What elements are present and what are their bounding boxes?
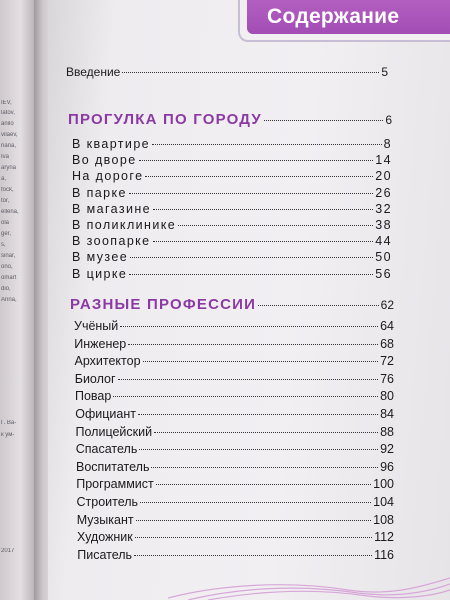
section-heading-page-number: 62 (380, 298, 394, 312)
toc-entry (77, 548, 394, 562)
dot-leader (178, 225, 373, 226)
adjacent-page-text: Г. Ва- (1, 420, 17, 426)
adjacent-page-text: a, (1, 176, 7, 182)
toc-entry-label: На дороге (72, 169, 144, 184)
adjacent-page-text: 2017 (1, 548, 15, 554)
adjacent-page-text: Anna, (1, 297, 17, 303)
toc-entry (72, 137, 392, 151)
toc-intro-label: Введение (66, 65, 121, 79)
toc-entry-page-number: 108 (373, 512, 394, 527)
toc-entry-page-number: 56 (375, 266, 392, 281)
adjacent-page-text: Iva (1, 154, 10, 160)
toc-entry-page-number: 116 (374, 547, 394, 562)
toc-entry (76, 442, 394, 456)
toc-entry-label: Спасатель (75, 442, 138, 457)
toc-entry-label: Во дворе (72, 153, 137, 168)
toc-entry (76, 460, 394, 474)
adjacent-page-text: ger, (1, 231, 12, 237)
dot-leader (140, 502, 371, 503)
toc-entry-page-number: 50 (375, 250, 392, 265)
dot-leader (113, 396, 378, 397)
toc-entry-label: Писатель (77, 547, 133, 562)
dot-leader (153, 241, 374, 242)
dot-leader (264, 120, 383, 121)
toc-intro-page-number: 5 (381, 65, 388, 79)
toc-entry-label: Музыкант (76, 512, 134, 527)
toc-entry-label: Биолог (74, 371, 116, 386)
toc-entry (72, 218, 392, 232)
dot-leader (128, 344, 378, 345)
dot-leader (118, 379, 379, 380)
toc-entry (72, 250, 392, 264)
toc-entry-label: Художник (77, 530, 133, 545)
adjacent-page-text: ola (1, 220, 10, 226)
dot-leader (143, 361, 379, 362)
adjacent-page-text: aryna (1, 165, 17, 171)
toc-entry (77, 513, 394, 527)
adjacent-page-text: fock, (1, 187, 14, 193)
toc-entry-label: В магазине (72, 201, 152, 216)
page-title: Содержание (267, 5, 400, 28)
dot-leader (136, 520, 372, 521)
toc-entry (75, 354, 395, 368)
adjacent-page-text: s, (1, 242, 6, 248)
adjacent-page-text: latov, (1, 110, 15, 116)
toc-entry-page-number: 32 (375, 201, 392, 216)
toc-entry-page-number: 92 (380, 442, 394, 457)
toc-entry-page-number: 20 (375, 169, 392, 184)
toc-entry-label: Воспитатель (76, 459, 150, 474)
toc-entry (74, 319, 394, 333)
toc-entry (72, 234, 392, 248)
section-heading (70, 296, 394, 313)
toc-entry-page-number: 14 (375, 153, 392, 168)
toc-entry (72, 169, 392, 183)
toc-entry-label: В музее (72, 250, 129, 265)
toc-entry (75, 372, 394, 386)
adjacent-page-text: anilo (1, 121, 14, 127)
toc-entry-page-number: 104 (373, 495, 394, 509)
toc-entry-page-number: 96 (380, 459, 394, 474)
toc-entry-label: В цирке (72, 266, 128, 281)
toc-entry-page-number: 100 (373, 477, 394, 492)
toc-entry-label: Архитектор (74, 354, 141, 369)
toc-entry-page-number: 88 (380, 424, 394, 439)
dot-leader (156, 484, 371, 485)
toc-entry-label: Учёный (74, 319, 119, 333)
toc-entry-page-number: 76 (380, 371, 394, 386)
toc-entry-page-number: 72 (380, 354, 394, 369)
toc-entry-page-number: 26 (375, 185, 392, 200)
toc-entry-label: Официант (75, 407, 136, 421)
dot-leader (129, 193, 373, 194)
toc-entry-page-number: 112 (374, 530, 394, 545)
dot-leader (134, 555, 372, 556)
dot-leader (120, 326, 378, 327)
adjacent-page-text: dio, (1, 286, 11, 292)
adjacent-page-text: ellena, (1, 209, 19, 215)
toc-entry-label: Повар (75, 389, 112, 404)
toc-entry (72, 186, 392, 200)
adjacent-page-text: vilaev, (1, 132, 18, 138)
toc-entry-label: В квартире (72, 137, 151, 151)
adjacent-page-text: sinar, (1, 253, 16, 259)
dot-leader (258, 305, 379, 306)
toc-entry-label: Строитель (76, 495, 139, 509)
dot-leader (138, 414, 378, 415)
toc-entry-label: Программист (76, 477, 154, 492)
dot-leader (129, 274, 373, 275)
dot-leader (122, 72, 379, 73)
section-heading-page-number: 6 (385, 113, 392, 127)
adjacent-page-text: tor, (1, 198, 10, 204)
toc-entry-page-number: 64 (380, 319, 394, 333)
dot-leader (152, 144, 382, 145)
toc-entry (76, 425, 395, 439)
toc-entry-page-number: 8 (383, 137, 392, 151)
section-heading (68, 111, 392, 128)
toc-entry (72, 202, 392, 216)
toc-entry (77, 495, 395, 509)
toc-entry-page-number: 44 (375, 234, 392, 249)
section-heading-label: ПРОГУЛКА ПО ГОРОДУ (68, 111, 262, 128)
adjacent-page-text: IEV, (1, 100, 12, 106)
toc-intro (66, 65, 388, 79)
toc-entry-label: Полицейский (75, 424, 153, 439)
toc-entry (74, 337, 394, 351)
adjacent-page-text: nana, (1, 143, 17, 149)
dot-leader (139, 160, 374, 161)
toc-entry-label: В парке (72, 185, 127, 200)
toc-entry (75, 407, 394, 421)
adjacent-page-text: ono, (1, 264, 13, 270)
toc-entry-label: Инженер (74, 336, 127, 351)
adjacent-page-text: к ум- (1, 432, 15, 438)
toc-entry-page-number: 80 (380, 389, 394, 404)
dot-leader (135, 537, 372, 538)
dot-leader (151, 467, 378, 468)
toc-entry-label: В зоопарке (72, 234, 151, 249)
toc-entry-label: В поликлинике (72, 218, 177, 232)
section-heading-label: РАЗНЫЕ ПРОФЕССИИ (70, 296, 257, 313)
adjacent-page-text: omart (1, 275, 17, 281)
toc-entry-page-number: 84 (380, 407, 394, 421)
toc-entry (72, 153, 392, 167)
dot-leader (130, 257, 373, 258)
dot-leader (139, 449, 378, 450)
toc-entry-page-number: 38 (375, 218, 392, 232)
dot-leader (154, 432, 378, 433)
toc-entry (77, 530, 394, 544)
toc-entry (75, 389, 394, 403)
toc-entry (76, 477, 394, 491)
toc-entry (72, 267, 392, 281)
dot-leader (145, 176, 373, 177)
dot-leader (153, 209, 373, 210)
toc-entry-page-number: 68 (380, 336, 394, 351)
